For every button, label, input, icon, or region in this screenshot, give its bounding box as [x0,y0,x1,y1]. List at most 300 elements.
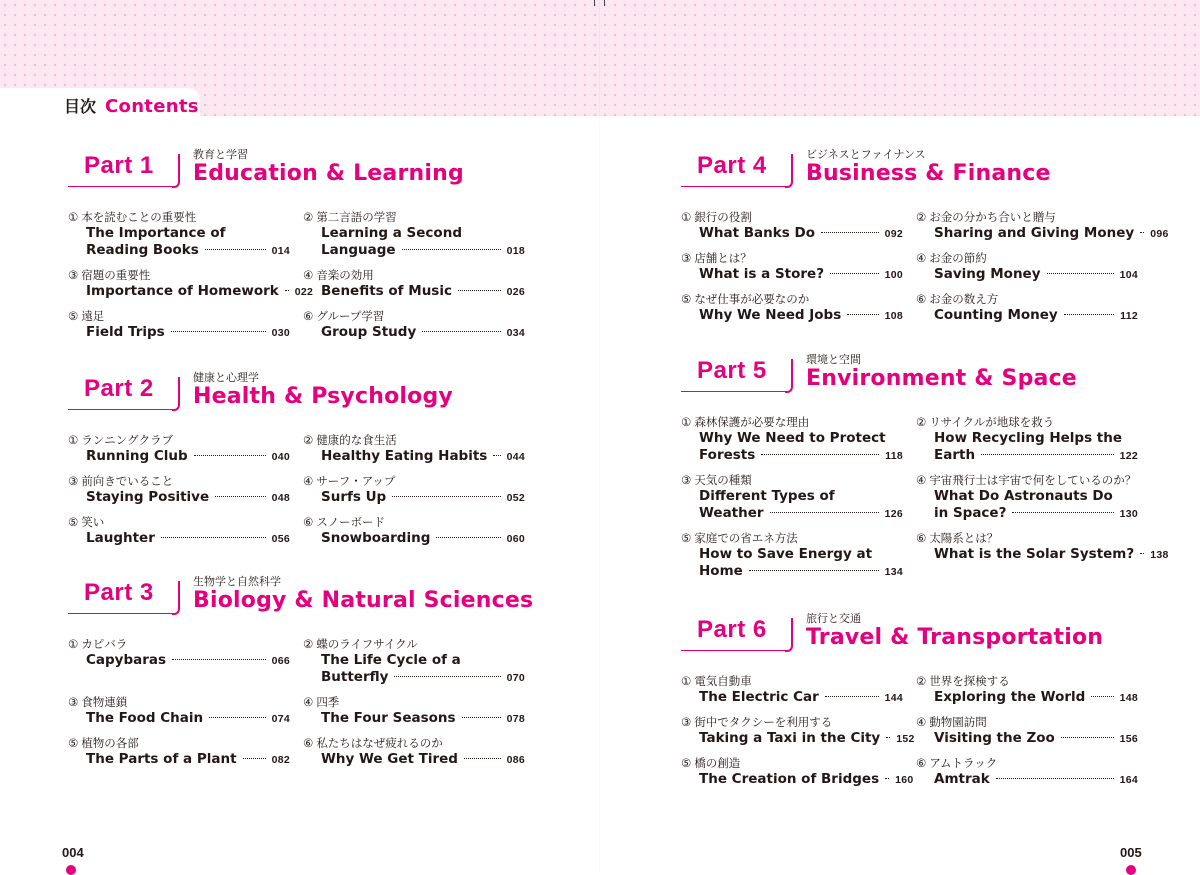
entry-title-line: Benefits of Music [321,283,452,299]
entry-number: ④ [916,251,927,265]
entry-title-line: Laughter [86,530,155,546]
entry-jp-text: 電気自動車 [694,674,752,688]
part-header [681,612,1151,660]
entry-title-line: Saving Money [934,266,1041,282]
dot-leader [436,537,500,538]
entry-title-jp [68,474,290,489]
part-underline [681,650,789,651]
entry-title-jp [303,637,525,652]
part-title-jp: 教育と学習 [193,148,248,161]
toc-entry[interactable] [681,210,903,243]
page-marker-dot [66,865,76,875]
entry-title-line: in Space? [934,505,1007,521]
entry-title-last-line [86,530,290,548]
entry-title [86,283,314,301]
toc-entry[interactable] [681,415,903,465]
entry-title-line: The Creation of Bridges [699,771,880,787]
entry-title-line: Home [699,563,743,579]
page-ref: 164 [1119,774,1138,786]
entry-jp-text: リサイクルが地球を救う [929,415,1055,429]
entry-number: ② [303,433,314,447]
part-number: Part 6 [697,616,767,643]
page-ref: 104 [1119,269,1138,281]
page-ref: 026 [506,286,525,298]
entry-title [934,546,1169,564]
part-title-jp: 健康と心理学 [193,371,259,384]
entry-title-last-line [321,669,525,687]
page-ref: 070 [506,672,525,684]
entry-number: ③ [68,474,79,488]
entry-title-jp [303,433,525,448]
part-bracket-rule [785,359,793,393]
entry-title-last-line [86,489,290,507]
toc-entry[interactable] [68,309,290,342]
entry-number: ② [916,674,927,688]
entry-number: ③ [681,473,692,487]
dot-leader [821,232,879,233]
toc-entry[interactable] [303,637,525,687]
dot-leader [1012,512,1113,513]
toc-entry[interactable] [681,756,914,789]
page-ref: 056 [271,533,290,545]
page-ref: 044 [506,451,525,463]
entry-title-line: Earth [934,447,976,463]
entry-title-line: Weather [699,505,764,521]
entry-jp-text: 店舗とは？ [694,251,752,265]
entry-title [321,710,525,728]
entry-title-jp [681,531,903,546]
entry-title-line: Why We Need to Protect [699,430,886,446]
toc-entry[interactable] [68,736,290,769]
dot-leader [243,758,266,759]
entry-title-line: Capybaras [86,652,167,668]
entry-title-line: Butterfly [321,669,389,685]
entry-title [699,771,914,789]
entry-jp-text: 森林保護が必要な理由 [694,415,810,429]
toc-entry[interactable] [916,756,1138,789]
part-underline [68,613,176,614]
page-ref: 060 [506,533,525,545]
entry-title-line: Sharing and Giving Money [934,225,1135,241]
toc-entry[interactable] [681,251,903,284]
part-number: Part 4 [697,152,767,179]
entry-title [699,689,903,707]
entry-title-jp [681,473,903,488]
page-ref: 126 [884,508,903,520]
entry-jp-text: 蝶のライフサイクル [316,637,418,651]
entry-number: ② [303,210,314,224]
toc-entry[interactable] [303,309,525,342]
entry-title-last-line [86,710,290,728]
entry-jp-text: 遠足 [81,309,105,323]
entry-number: ④ [303,268,314,282]
part-section [68,371,538,546]
dot-leader [462,717,501,718]
part-number: Part 2 [84,375,154,402]
toc-entry[interactable] [681,715,915,748]
entry-title [321,283,525,301]
entry-jp-text: 家庭での省エネ方法 [694,531,798,545]
entry-title-last-line [86,283,314,301]
entry-title-jp [68,268,290,283]
entry-title-jp [916,715,1138,730]
page-ref: 034 [506,327,525,339]
entry-title-last-line [934,266,1138,284]
toc-entry[interactable] [916,473,1138,523]
toc-entry[interactable] [916,715,1138,748]
entry-title-last-line [934,771,1138,789]
entry-number: ④ [303,695,314,709]
entry-jp-text: なぜ仕事が必要なのか [694,292,810,306]
entry-title-jp [916,251,1138,266]
dot-leader [402,249,501,250]
entry-jp-text: 銀行の役割 [694,210,752,224]
toc-entry[interactable] [68,515,290,548]
dot-leader [394,676,500,677]
dot-leader [1061,737,1114,738]
entry-number: ④ [303,474,314,488]
entry-title [86,489,290,507]
entry-jp-text: 前向きでいること [81,474,174,488]
entry-title-line: The Life Cycle of a [321,652,461,668]
dot-leader [761,454,879,455]
entry-number: ⑥ [916,756,927,770]
entry-title-last-line [699,505,903,523]
contents-tab [0,88,200,118]
entry-jp-text: 宿題の重要性 [81,268,151,282]
part-number: Part 3 [84,579,154,606]
entry-number: ② [916,415,927,429]
page-ref: 018 [506,245,525,257]
page-ref: 152 [896,733,915,745]
entry-title-jp [303,736,525,751]
entry-title-last-line [699,563,903,581]
toc-entry[interactable] [916,292,1138,325]
entry-title-line: Field Trips [86,324,165,340]
entry-number: ⑤ [68,309,79,323]
entry-jp-text: サーフ・アップ [316,474,396,488]
entry-number: ⑥ [303,309,314,323]
entry-title-jp [916,210,1138,225]
toc-entry[interactable] [681,531,903,581]
dot-leader [749,570,879,571]
page-ref: 048 [271,492,290,504]
entry-number: ⑤ [68,736,79,750]
entry-number: ① [681,674,692,688]
toc-entry[interactable] [916,415,1138,465]
page-ref: 134 [884,566,903,578]
page-ref: 074 [271,713,290,725]
entry-number: ② [916,210,927,224]
entry-title-jp [303,268,525,283]
entry-jp-text: 笑い [81,515,105,529]
entry-jp-text: グループ学習 [316,309,385,323]
entry-title-last-line [934,447,1138,465]
entry-title-last-line [934,730,1138,748]
dot-leader [493,455,500,456]
entry-number: ④ [916,715,927,729]
part-header [681,353,1151,401]
entry-title-line: The Food Chain [86,710,204,726]
entry-title-line: Why We Need Jobs [699,307,842,323]
part-header [68,575,538,623]
dot-leader [770,512,879,513]
page-marker-dot [1126,865,1136,875]
entry-title-jp [68,637,290,652]
entry-title-last-line [934,307,1138,325]
entry-title-jp [68,695,290,710]
entry-number: ① [68,210,79,224]
entry-jp-text: 本を読むことの重要性 [81,210,197,224]
dot-leader [825,696,879,697]
toc-entry[interactable] [681,473,903,523]
dot-leader [886,737,890,738]
entry-number: ① [68,637,79,651]
entry-title [86,530,290,548]
toc-entry[interactable] [916,531,1169,564]
entry-title [321,225,525,260]
dot-leader [885,778,889,779]
dot-leader [996,778,1114,779]
entry-title [699,225,903,243]
entry-jp-text: お金の分かち合いと贈与 [929,210,1056,224]
entry-number: ② [303,637,314,651]
part-bracket-rule [172,377,180,411]
part-title-jp: 環境と空間 [806,353,861,366]
part-header [68,148,538,196]
entry-title-last-line [934,546,1169,564]
entry-title-jp [916,674,1138,689]
entry-jp-text: 橋の創造 [694,756,741,770]
toc-entry[interactable] [303,433,525,466]
entry-jp-text: 動物園訪問 [929,715,987,729]
toc-title-en: Contents [105,96,199,117]
entry-title-jp [303,210,525,225]
entry-title-last-line [934,689,1138,707]
entry-title-jp [68,736,290,751]
entry-title-last-line [321,751,525,769]
entry-jp-text: 世界を探検する [929,674,1010,688]
part-number: Part 1 [84,152,154,179]
entry-title-line: Visiting the Zoo [934,730,1055,746]
part-title-en: Health & Psychology [193,384,453,409]
part-title-en: Travel & Transportation [806,625,1104,650]
entry-number: ⑥ [916,292,927,306]
toc-entry[interactable] [303,736,525,769]
entry-jp-text: 太陽系とは？ [929,531,999,545]
entry-title-jp [916,415,1138,430]
crop-mark [594,0,595,6]
toc-entry[interactable] [303,474,525,507]
entry-title [934,430,1138,465]
dot-leader [464,758,501,759]
entry-number: ③ [68,268,79,282]
toc-entry[interactable] [303,210,525,260]
entry-jp-text: お金の数え方 [929,292,999,306]
entry-title-line: Forests [699,447,756,463]
entry-title-last-line [699,689,903,707]
part-underline [68,186,176,187]
entry-jp-text: 食物連鎖 [81,695,128,709]
part-section [681,353,1169,579]
page-ref: 130 [1119,508,1138,520]
dot-leader [1140,232,1144,233]
entry-title-jp [68,433,290,448]
entry-jp-text: 健康的な食生活 [316,433,397,447]
entry-title-last-line [699,225,903,243]
entry-title [934,689,1138,707]
entry-title-line: The Importance of [86,225,226,241]
entry-title-line: How to Save Energy at [699,546,873,562]
toc-entry[interactable] [68,695,290,728]
entry-title [934,266,1138,284]
entry-title-last-line [699,447,903,465]
entry-title-line: What Do Astronauts Do [934,488,1113,504]
part-section [681,148,1169,323]
entry-title [86,751,290,769]
toc-title-jp: 目次 [64,97,97,116]
entry-jp-text: お金の節約 [929,251,987,265]
entry-title-line: Why We Get Tired [321,751,458,767]
page-ref: 040 [271,451,290,463]
entry-title-jp [68,309,290,324]
entry-number: ④ [916,473,927,487]
entry-title-jp [681,251,903,266]
entry-title-line: Healthy Eating Habits [321,448,488,464]
page-ref: 108 [884,310,903,322]
entry-title [699,488,903,523]
entry-title-last-line [321,324,525,342]
dot-leader [422,331,500,332]
page-ref: 014 [271,245,290,257]
toc-entry[interactable] [916,210,1169,243]
entry-title-line: What is the Solar System? [934,546,1135,562]
entry-jp-text: 宇宙飛行士は宇宙で何をしているのか？ [929,473,1137,487]
entry-title-jp [916,473,1138,488]
entry-title-line: Surfs Up [321,489,387,505]
toc-entry[interactable] [681,292,903,325]
page-ref: 052 [506,492,525,504]
page-ref: 148 [1119,692,1138,704]
entry-jp-text: 音楽の効用 [316,268,374,282]
entry-title-last-line [86,448,290,466]
dot-leader [285,290,289,291]
part-bracket-rule [172,154,180,188]
entry-number: ⑤ [681,756,692,770]
dot-leader [209,717,265,718]
entry-number: ⑤ [681,531,692,545]
page-ref: 082 [271,754,290,766]
entry-title-jp [916,292,1138,307]
entry-title-line: The Electric Car [699,689,819,705]
dot-leader [171,331,266,332]
entry-title-line: Amtrak [934,771,990,787]
page-ref: 092 [884,228,903,240]
toc-entry[interactable] [916,674,1138,707]
entry-title-jp [303,474,525,489]
page-ref: 112 [1120,310,1138,322]
entry-title-last-line [699,771,914,789]
entry-title-last-line [86,242,290,260]
entry-title [699,430,903,465]
page-fold [599,0,600,872]
entry-number: ⑤ [681,292,692,306]
entry-title-last-line [321,530,525,548]
entry-title-last-line [699,307,903,325]
entry-title-last-line [86,751,290,769]
entry-number: ① [681,210,692,224]
entry-title-jp [303,695,525,710]
entry-title-last-line [699,730,915,748]
part-underline [68,409,176,410]
page-number-left: 004 [62,845,84,860]
entry-title [321,530,525,548]
dot-leader [194,455,266,456]
entry-title-jp [681,415,903,430]
entry-title-line: What is a Store? [699,266,825,282]
entry-title [86,652,290,670]
entry-number: ⑤ [68,515,79,529]
entry-title-jp [303,515,525,530]
entry-title-line: What Banks Do [699,225,815,241]
part-section [68,148,538,340]
toc-entry[interactable] [303,515,525,548]
entry-number: ⑥ [916,531,927,545]
entry-title [699,307,903,325]
toc-entry[interactable] [916,251,1138,284]
part-header [68,371,538,419]
page-ref: 138 [1150,549,1169,561]
toc-entry[interactable] [303,695,525,728]
entry-title-last-line [86,324,290,342]
toc-entry[interactable] [68,637,290,670]
part-title-jp: ビジネスとファイナンス [806,148,926,161]
toc-entry[interactable] [68,210,290,260]
entry-title-jp [916,756,1138,771]
part-title-jp: 旅行と交通 [806,612,861,625]
toc-entry[interactable] [68,474,290,507]
page-ref: 144 [884,692,903,704]
toc-entry[interactable] [681,674,903,707]
entry-title [321,751,525,769]
entry-title-line: Exploring the World [934,689,1086,705]
dot-leader [392,496,500,497]
entry-title [699,266,903,284]
entry-title-jp [681,210,903,225]
toc-entry[interactable] [68,268,314,301]
page-ref: 122 [1119,450,1138,462]
entry-jp-text: 第二言語の学習 [316,210,397,224]
dot-leader [458,290,501,291]
entry-title-last-line [934,225,1169,243]
part-title-jp: 生物学と自然科学 [193,575,281,588]
dot-leader [205,249,266,250]
entry-title-line: Different Types of [699,488,835,504]
page-ref: 086 [506,754,525,766]
toc-entry[interactable] [68,433,290,466]
entry-number: ③ [681,715,692,729]
entry-title-line: Importance of Homework [86,283,279,299]
entry-title-line: Taking a Taxi in the City [699,730,881,746]
entry-title [699,546,903,581]
dot-leader [847,314,878,315]
entry-title-last-line [934,505,1138,523]
toc-entry[interactable] [303,268,525,301]
entry-title-jp [681,715,903,730]
entry-title-line: Group Study [321,324,417,340]
entry-number: ③ [68,695,79,709]
entry-title [321,448,525,466]
